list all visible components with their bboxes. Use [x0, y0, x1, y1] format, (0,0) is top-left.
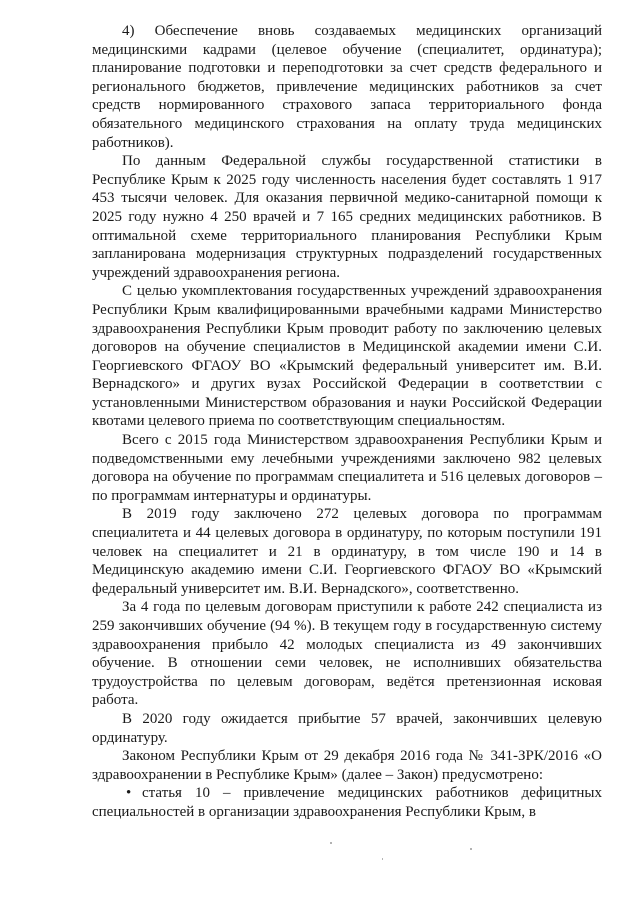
- paragraph-1: 4) Обеспечение вновь создаваемых медицинских организаций медицинскими кадрами (целевое обучение (специалитет, ординатура); планирование подготовки и переподготовки за счет средств федерального и регионального бюджетов, привлечение медицинских работников за счет средств нормированного страхового запаса территориального фонда обязательного медицинского страхования на оплату труда медицинских работников).: [92, 23, 602, 151]
- paragraph-2: По данным Федеральной службы государственной статистики в Республике Крым к 2025 году численность населения будет составлять 1 917 453 тысячи человек. Для оказания первичной медико-санитарной помощи к 2025 году нужно 4 250 врачей и 7 165 средних медицинских работников. В оптимальной схеме территориального планирования Республики Крым запланирована модернизация структурных подразделений государственных учреждений здравоохранения региона.: [92, 153, 602, 281]
- paragraph-6: За 4 года по целевым договорам приступили к работе 242 специалиста из 259 закончивших обучение (94 %). В текущем году в государственную систему здравоохранения прибыло 42 молодых специалиста из 49 закончивших обучение. В отношении семи человек, не исполнивших обязательства трудоустройства по целевым договорам, ведётся претензионная исковая работа.: [92, 599, 602, 709]
- bullet-item: [92, 784, 602, 821]
- scan-speck: [382, 858, 383, 860]
- paragraph-7: В 2020 году ожидается прибытие 57 врачей, закончивших целевую ординатуру.: [92, 710, 602, 746]
- paragraph-4: Всего с 2015 года Министерством здравоохранения Республики Крым и подведомственными ему лечебными учреждениями заключено 982 целевых договора на обучение по программам специалитета и 516 целевых договоров – по программам интернатуры и ординатуры.: [92, 432, 602, 504]
- bullet-marker: •: [126, 785, 132, 802]
- paragraph-5: В 2019 году заключено 272 целевых договора по программам специалитета и 44 целевых договора в ординатуру, по которым поступили 191 человек на специалитет и 21 в ординатуру, в том числе 190 и 14 в Медицинскую академию имени С.И. Георгиевского ФГАОУ ВО «Крымский федеральный университет им. В.И. Вернадского», соответственно.: [92, 506, 602, 597]
- paragraph-8: Законом Республики Крым от 29 декабря 2016 года № 341-ЗРК/2016 «О здравоохранении в Республике Крым» (далее – Закон) предусмотрено:: [92, 748, 602, 783]
- document-body: [92, 22, 602, 822]
- bullet-text: статья 10 – привлечение медицинских работников дефицитных специальностей в организации здравоохранения Республики Крым, в: [92, 785, 602, 820]
- paragraph-3: С целью укомплектования государственных учреждений здравоохранения Республики Крым квалифицированными врачебными кадрами Министерство здравоохранения Республики Крым проводит работу по заключению целевых договоров на обучение специалистов в Медицинской академии имени С.И. Георгиевского ФГАОУ ВО «Крымский федеральный университет им. В.И. Вернадского» и других вузах Российской Федерации в соответствии с установленными Министерством образования и науки Российской Федерации квотами целевого приема по соответствующим специальностям.: [92, 283, 602, 430]
- scan-speck: [470, 848, 472, 850]
- scan-speck: [330, 842, 332, 844]
